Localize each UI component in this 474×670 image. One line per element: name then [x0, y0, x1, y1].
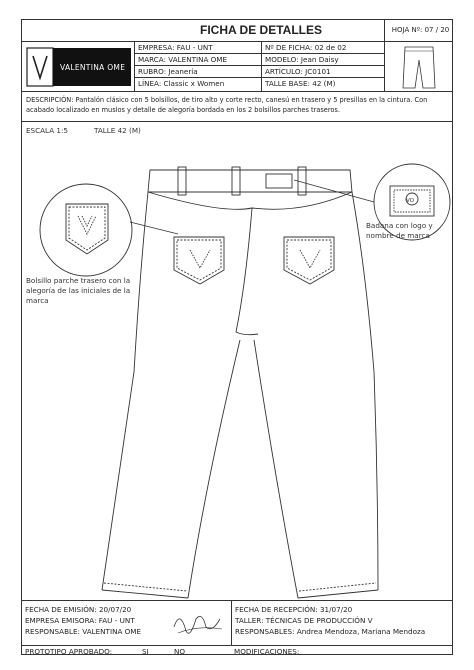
jeans-thumbnail-icon	[385, 42, 453, 92]
scale-label: ESCALA 1:5	[26, 126, 68, 135]
badge-letters: VO	[406, 198, 414, 204]
jeans-back-view	[102, 167, 378, 598]
modelo-field: MODELO: Jean Daisy	[262, 54, 385, 66]
description: DESCRIPCIÓN: Pantalón clásico con 5 bolsillos, de tiro alto y corte recto, canesú en trasero y 5 presillas en la cintura. Con acabado localizado en muslos y detalle de alegoría bordada en los 2 bolsillos parches traseros.	[22, 92, 452, 122]
modifications-label: MODIFICACIONES:	[234, 647, 300, 656]
label-note: Badana con logo y nombre de marca	[366, 221, 433, 240]
approved-no[interactable]: NO	[174, 647, 186, 656]
signature-icon	[168, 605, 226, 641]
footer-right	[232, 601, 452, 645]
workshop: TALLER: TÉCNICAS DE PRODUCCIÓN V	[235, 616, 373, 625]
issue-date: FECHA DE EMISIÓN: 20/07/20	[25, 605, 132, 614]
garment-thumbnail	[385, 42, 453, 92]
issuer-responsible: RESPONSABLE: VALENTINA OME	[25, 627, 142, 636]
pocket-note: Bolsillo parche trasero con la alegoría de las iniciales de la marca	[26, 276, 131, 305]
approved-yes[interactable]: SI	[142, 647, 149, 656]
reception-date: FECHA DE RECEPCIÓN: 31/07/20	[235, 605, 353, 614]
sheet-title: FICHA DE DETALLES	[135, 20, 385, 42]
rubro-field: RUBRO: Jeanería	[135, 66, 262, 78]
size-label: TALLE 42 (M)	[94, 126, 141, 135]
marca-field: MARCA: VALENTINA OME	[135, 54, 262, 66]
approval-row	[22, 645, 452, 657]
empresa-field: EMPRESA: FAU - UNT	[135, 42, 262, 54]
brand-logo	[22, 42, 135, 92]
logo-text: VALENTINA OME	[60, 63, 126, 72]
detail-sheet	[21, 19, 453, 655]
linea-field: LÍNEA: Classic x Women	[135, 78, 262, 92]
footer	[22, 600, 452, 656]
sheet-number: HOJA Nº: 07 / 20	[391, 26, 450, 34]
issuing-company: EMPRESA EMISORA: FAU - UNT	[25, 616, 135, 625]
title-row	[22, 20, 452, 42]
articulo-field: ARTÍCULO: JC0101	[262, 66, 385, 78]
footer-left	[22, 601, 232, 645]
prototype-approved-label: PROTOTIPO APROBADO:	[25, 647, 113, 656]
workshop-responsibles: RESPONSABLES: Andrea Mendoza, Mariana Mendoza	[235, 627, 426, 636]
talle-base-field: TALLE BASE: 42 (M)	[262, 78, 385, 92]
ficha-number-field: Nº DE FICHA: 02 de 02	[262, 42, 385, 54]
technical-drawing	[22, 122, 452, 602]
pocket-detail-callout	[40, 184, 178, 276]
